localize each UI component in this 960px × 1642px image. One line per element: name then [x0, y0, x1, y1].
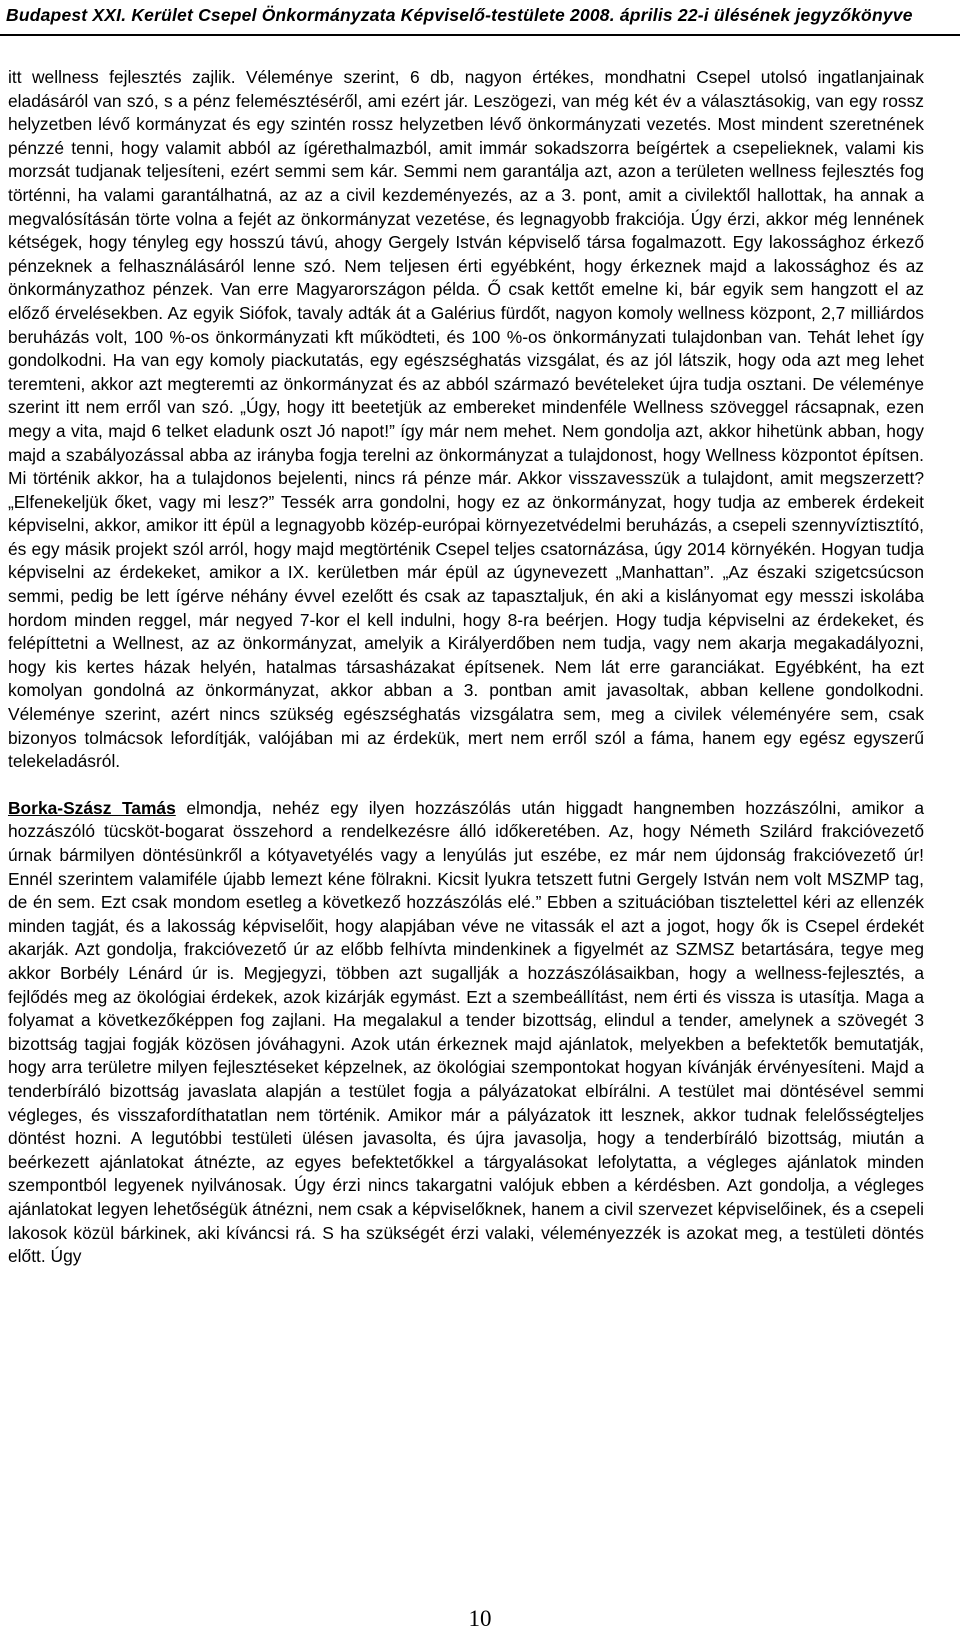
page-number: 10	[468, 1606, 492, 1631]
document-header	[0, 0, 960, 30]
paragraph-2	[8, 797, 924, 1269]
header-title: Budapest XXI. Kerület Csepel Önkormányzata Képviselő-testülete 2008. április 22-i ülésének jegyzőkönyve	[6, 5, 913, 25]
paragraph-2-text: elmondja, nehéz egy ilyen hozzászólás után higgadt hangnemben hozzászólni, amikor a hozzászóló tücsköt-bogarat összehord a rendelkezésre álló időkeretében. Az, hogy Németh Szilárd frakcióvezető úrnak bármilyen döntésünkről a kótyavetyélés vagy a lenyúlás jut eszébe, ez már nem újdonság frakcióvezető úr! Ennél szerintem valamiféle újabb lemezt kéne fölrakni. Kicsit lyukra tetszett futni Gergely István nem volt MSZMP tag, de én sem. Ezt csak mondom esetleg a következő hozzászólás elé.” Ebben a szituációban tisztelettel kéri az ellenzék minden tagját, és a lakosság képviselőit, hogy alapjában véve ne vitassák el azt a jogot, hogy ők is Csepel érdekét akarják. Azt gondolja, frakcióvezető úr az előbb felhívta mindenkinek a figyelmét az SZMSZ betartására, tegye meg akkor Borbély Lénárd úr is. Megjegyzi, többen azt sugallják a hozzászólásaikban, hogy a wellness-fejlesztés, a fejlődés meg az ökológiai érdekek, azok kizárják egymást. Ezt a szembeállítást, nem érti és vissza is utasítja. Maga a folyamat a következőképpen fog zajlani. Ha megalakul a tender bizottság, elindul a tender, amelynek a szövegét 3 bizottság tagjai fogják közösen jóváhagyni. Azok után érkeznek majd ajánlatok, melyekben a befektetők bemutatják, hogy arra területre milyen fejlesztéseket képzelnek, az ökológiai szempontokat hogyan kívánják érvényesíteni. Majd a tenderbíráló bizottság javaslata alapján a testület fogja a pályázatokat elbírálni. A testület mai döntésével semmi végleges, és visszafordíthatatlan nem történik. Amikor már a pályázatok itt lesznek, akkor tudnak felelősségteljes döntést hozni. A legutóbbi testületi ülésen javasolta, és újra javasolja, hogy a tenderbíráló bizottság, miután a beérkezett ajánlatokat átnézte, az egyes befektetőkkel a tárgyalásokat lefolytatta, a végleges ajánlatok minden szempontból legyenek nyilvánosak. Úgy érzi nincs takargatni valójuk ebben a kérdésben. Azt gondolja, a végleges ajánlatokat legyen lehetőségük átnézni, nem csak a képviselőknek, hanem a civil szervezet képviselőinek, és a csepeli lakosok közül bárkinek, aki kíváncsi rá. S ha szükségét érzi valaki, véleményezzék is azokat meg, a testületi döntés előtt. Úgy	[8, 797, 925, 1267]
paragraph-1: itt wellness fejlesztés zajlik. Véleménye szerint, 6 db, nagyon értékes, mondhatni Csepel utolsó ingatlanjainak eladásáról van szó, s a pénz felemésztéséről, ami ezért jár. Leszögezi, van még két év a választásokig, van egy rossz helyzetben lévő kormányzat és egy szintén rossz helyzetben lévő önkormányzati vezetés. Most mindent szeretnének pénzzé tenni, hogy valamit abból az ígérethalmazból, amit immár sokadszorra beígértek a csepelieknek, valami kis morzsát tudjanak teljesíteni, ezért semmi sem kár. Semmi nem garantálja azt, azon a területen wellness fejlesztés fog történni, ha valami garantálhatná, az az a civil kezdeményezés, az a 3. pont, amit a civilektől hallottak, ha annak a megvalósításán törte volna a fejét az önkormányzat vezetése, és legnagyobb frakciója. Úgy érzi, akkor még lennének kétségek, hogy tényleg egy hosszú távú, ahogy Gergely István képviselő társa fogalmazott. Egy lakossághoz érkező pénzeknek a felhasználásáról lenne szó. Nem teljesen érti egyébként, hogy érkeznek majd a lakossághoz és az önkormányzathoz pénzek. Van erre Magyarországon példa. Ő csak kettőt emelne ki, bár egyik sem hangzott el az előző érvelésekben. Az egyik Siófok, tavaly adták át a Galérius fürdőt, nagyon komoly wellness központ, 2,7 milliárdos beruházás volt, 100 %-os önkormányzati kft működteti, és 100 %-os önkormányzati tulajdonban van. Tehát lehet így gondolkodni. Ha van egy komoly piackutatás, egy egészséghatás vizsgálat, és az jól látszik, hogy oda azt meg lehet teremteni, akkor azt megteremti az önkormányzat és az abból származó bevételeket újra tudja osztani. De véleménye szerint itt nem erről van szó. „Úgy, hogy itt beetetjük az embereket mindenféle Wellness szöveggel rácsapnak, ezen megy a vita, majd 6 telket eladunk oszt Jó napot!” így már nem mehet. Nem gondolja azt, akkor hihetünk abban, hogy majd a szabályozással abba az irányba fogja terelni az önkormányzat a tulajdonost, hogy Wellness központot építsen. Mi történik akkor, ha a tulajdonos bejelenti, nincs rá pénze már. Akkor visszavesszük a tulajdont, amit megszerzett? „Elfenekeljük őket, vagy mi lesz?” Tessék arra gondolni, hogy ez az önkormányzat, hogy tudja az emberek érdekeit képviselni, akkor, amikor itt épül a legnagyobb közép-európai környezetvédelmi beruházás, a csepeli szennyvíztisztító, és egy másik projekt szól arról, hogy majd megtörténik Csepel teljes csatornázása, úgy 2014 környékén. Hogyan tudja képviselni az érdekeket, amikor a IX. kerületben már épül az úgynevezett „Manhattan”. „Az északi szigetcsúcson semmi, pedig be lett ígérve néhány évvel ezelőtt és csak az tapasztaljuk, én aki a kislányomat egy messzi iskolába hordom minden reggel, már negyed 7-kor el kell indulni, hogy 8-ra beérjen. Hogy tudja képviselni az érdekeket, és felépíttetni a Wellnest, az az önkormányzat, amelyik a Királyerdőben nem tudja, vagy nem akarja megakadályozni, hogy kis kertes házak helyén, hatalmas társasházakat építsenek. Nem lát erre garanciákat. Egyébként, ha ezt komolyan gondolná az önkormányzat, akkor abban a 3. pontban amit javasoltak, abban kellene gondolkodni. Véleménye szerint, azért nincs szükség egészséghatás vizsgálatra sem, meg a civilek véleményére sem, csak bizonyos tolmácsok lefordítják, valójában mi az érdekük, mert nem erről szól a fáma, hanem egy egész egyszerű telekeladásról.	[8, 67, 924, 772]
document-body	[8, 66, 924, 1269]
speaker-name: Borka-Szász Tamás	[8, 797, 176, 818]
header-divider	[0, 34, 960, 36]
